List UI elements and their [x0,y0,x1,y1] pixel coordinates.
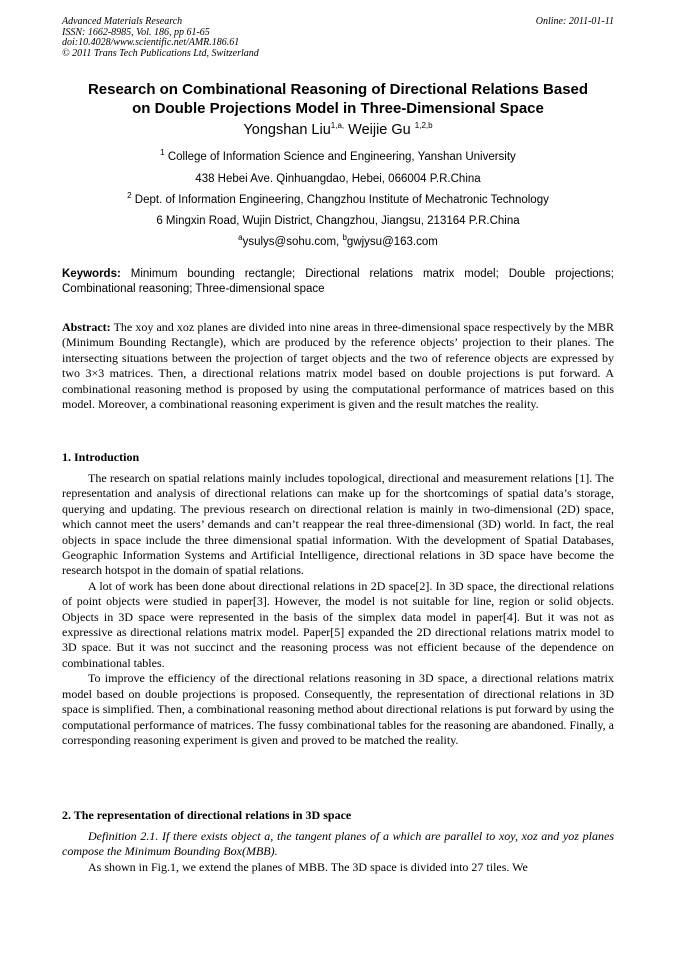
email-address: ysulys@sohu.com, [242,236,340,248]
affiliation-2-address: 6 Mingxin Road, Wujin District, Changzhou, Jiangsu, 213164 P.R.China [156,215,520,227]
email-address: gwjysu@163.com [346,236,438,248]
author-emails [62,235,614,249]
affiliation-institution: Dept. of Information Engineering, Changzhou Institute of Mechatronic Technology [134,194,549,206]
keywords-text: Minimum bounding rectangle; Directional relations matrix model; Double projections; Combinational reasoning; Three-dimensional space [62,268,614,295]
email-superscript: b [342,233,347,243]
representation-body [62,829,614,875]
journal-name: Advanced Materials Research [62,16,183,27]
keywords [62,267,614,297]
affiliation-number: 1 [160,148,165,158]
author-superscript: 1,a, [330,121,345,131]
email-superscript: a [238,233,243,243]
affiliation-2 [62,193,614,207]
affiliation-1-address: 438 Hebei Ave. Qinhuangdao, Hebei, 066004 P.R.China [195,173,481,185]
abstract [62,320,614,412]
journal-issn: ISSN: 1662-8985, Vol. 186, pp 61-65 [62,26,210,38]
journal-doi: doi:10.4028/www.scientific.net/AMR.186.61 [62,37,240,48]
affiliation-institution: College of Information Science and Engineering, Yanshan University [167,151,516,163]
paragraph: As shown in Fig.1, we extend the planes of MBB. The 3D space is divided into 27 tiles. We [88,859,528,874]
paragraph: A lot of work has been done about directional relations in 2D space[2]. In 3D space, the directional relations of point objects were studied in paper[3]. However, the model is not suitable for line, region or solid objects. Objects in 3D space were represented in the basis of the simplex data model in paper[4]. But it was not as expressive as directional relations matrix model. Paper[5] expanded the 2D directional relations matrix model to 3D space. But it was not succinct and the reasoning process was not efficient because of the dependence on combinational tables. [62,578,614,670]
keywords-label: Keywords: [62,268,121,280]
author-name: Weijie Gu [348,122,411,138]
online-date: Online: 2011-01-11 [535,16,614,27]
section-heading-introduction: 1. Introduction [62,450,140,464]
affiliation-number: 2 [127,191,132,201]
definition-2-1: Definition 2.1. If there exists object a, the tangent planes of a which are parallel to xoy, xoz and yoz planes compose the Minimum Bounding Box(MBB). [62,829,614,859]
author-list [62,121,614,139]
abstract-label: Abstract: [62,320,111,334]
paragraph: To improve the efficiency of the directional relations reasoning in 3D space, a directional relations matrix model based on double projections is proposed. Consequently, the representation of directional relations in 3D space is simplified. Then, a combinational reasoning method about directional relations is put forward by using the computational performance of matrices. The fussy combinational tables for the reasoning are abandoned. Finally, a corresponding reasoning experiment is given and proved to be matched the reality. [62,671,614,747]
paragraph: The research on spatial relations mainly includes topological, directional and measurement relations [1]. The representation and analysis of directional relations can make up for the shortcomings of spatial data’s storage, querying and updating. The previous research on directional relation is mainly in two-dimensional (2D) space, which cannot meet the users’ demands and can’t reappear the real three-dimensional (3D) world. In fact, the real objects in space include the three dimensional spatial information. With the development of Spatial Databases, Geographic Information Systems and Artificial Intelligence, directional relations in 3D space have become the research hotspot in the domain of spatial relations. [62,471,614,578]
abstract-text: The xoy and xoz planes are divided into nine areas in three-dimensional space respectively by the MBR (Minimum Bounding Rectangle), which are produced by the reference objects’ projection to their planes. The intersecting situations between the projection of target objects and the two of reference objects are expressed by two 3×3 matrices. Then, a directional relations matrix model based on double projections is put forward. A combinational reasoning method is proposed by using the computational performance of matrices based on this model. Moreover, a combinational reasoning experiment is given and the result matches the reality. [62,320,614,412]
paper-title [62,80,614,118]
author-name: Yongshan Liu [243,122,331,138]
journal-header [62,17,259,59]
affiliation-1 [62,150,614,164]
paper-title-line-2: on Double Projections Model in Three-Dimensional Space [132,100,544,117]
introduction-body [62,471,614,748]
paper-title-line-1: Research on Combinational Reasoning of Directional Relations Based [87,81,589,98]
section-heading-representation: 2. The representation of directional relations in 3D space [62,808,352,822]
author-superscript: 1,2,b [414,121,433,131]
journal-copyright: © 2011 Trans Tech Publications Ltd, Switzerland [62,47,259,59]
